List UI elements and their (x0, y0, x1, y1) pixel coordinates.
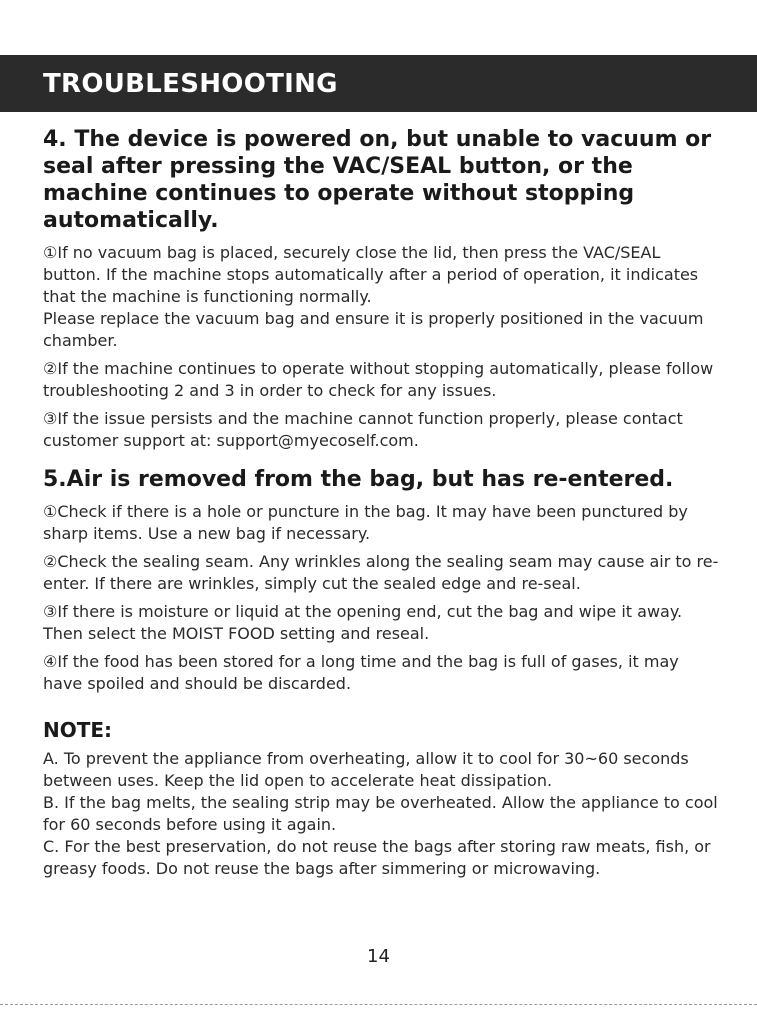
paragraph: ③If there is moisture or liquid at the opening end, cut the bag and wipe it away. Then select the MOIST FOOD setting and reseal. (43, 602, 683, 643)
section-heading: 5.Air is removed from the bag, but has re-entered. (43, 467, 674, 492)
paragraph: ①Check if there is a hole or puncture in the bag. It may have been punctured by sharp items. Use a new bag if necessary. (43, 502, 688, 543)
paragraph: Please replace the vacuum bag and ensure it is properly positioned in the vacuum chamber. (43, 309, 704, 350)
page-title: TROUBLESHOOTING (43, 69, 338, 99)
content-body (43, 126, 723, 880)
page-number: 14 (367, 946, 390, 967)
header-bar (0, 55, 757, 112)
note-block (43, 717, 723, 880)
note-line: B. If the bag melts, the sealing strip may be overheated. Allow the appliance to cool for 60 seconds before using it again. (43, 793, 718, 834)
paragraph: ②If the machine continues to operate without stopping automatically, please follow troubleshooting 2 and 3 in order to check for any issues. (43, 359, 714, 400)
paragraph: ④If the food has been stored for a long time and the bag is full of gases, it may have spoiled and should be discarded. (43, 652, 679, 693)
section-heading: 4. The device is powered on, but unable to vacuum or seal after pressing the VAC/SEAL button, or the machine continues to operate without stopping automatically. (43, 127, 712, 233)
note-line: A. To prevent the appliance from overheating, allow it to cool for 30~60 seconds between uses. Keep the lid open to accelerate heat dissipation. (43, 749, 689, 790)
paragraph: ③If the issue persists and the machine cannot function properly, please contact customer support at: support@myecoself.com. (43, 409, 683, 450)
note-line: C. For the best preservation, do not reuse the bags after storing raw meats, fish, or greasy foods. Do not reuse the bags after simmering or microwaving. (43, 837, 711, 878)
paragraph: ①If no vacuum bag is placed, securely close the lid, then press the VAC/SEAL button. If the machine stops automatically after a period of operation, it indicates that the machine is functioning normally. (43, 243, 699, 306)
note-heading: NOTE: (43, 718, 113, 742)
bottom-divider (0, 1004, 757, 1005)
section-4 (43, 126, 723, 452)
section-5 (43, 466, 723, 695)
paragraph: ②Check the sealing seam. Any wrinkles along the sealing seam may cause air to re-enter. If there are wrinkles, simply cut the sealed edge and re-seal. (43, 552, 719, 593)
